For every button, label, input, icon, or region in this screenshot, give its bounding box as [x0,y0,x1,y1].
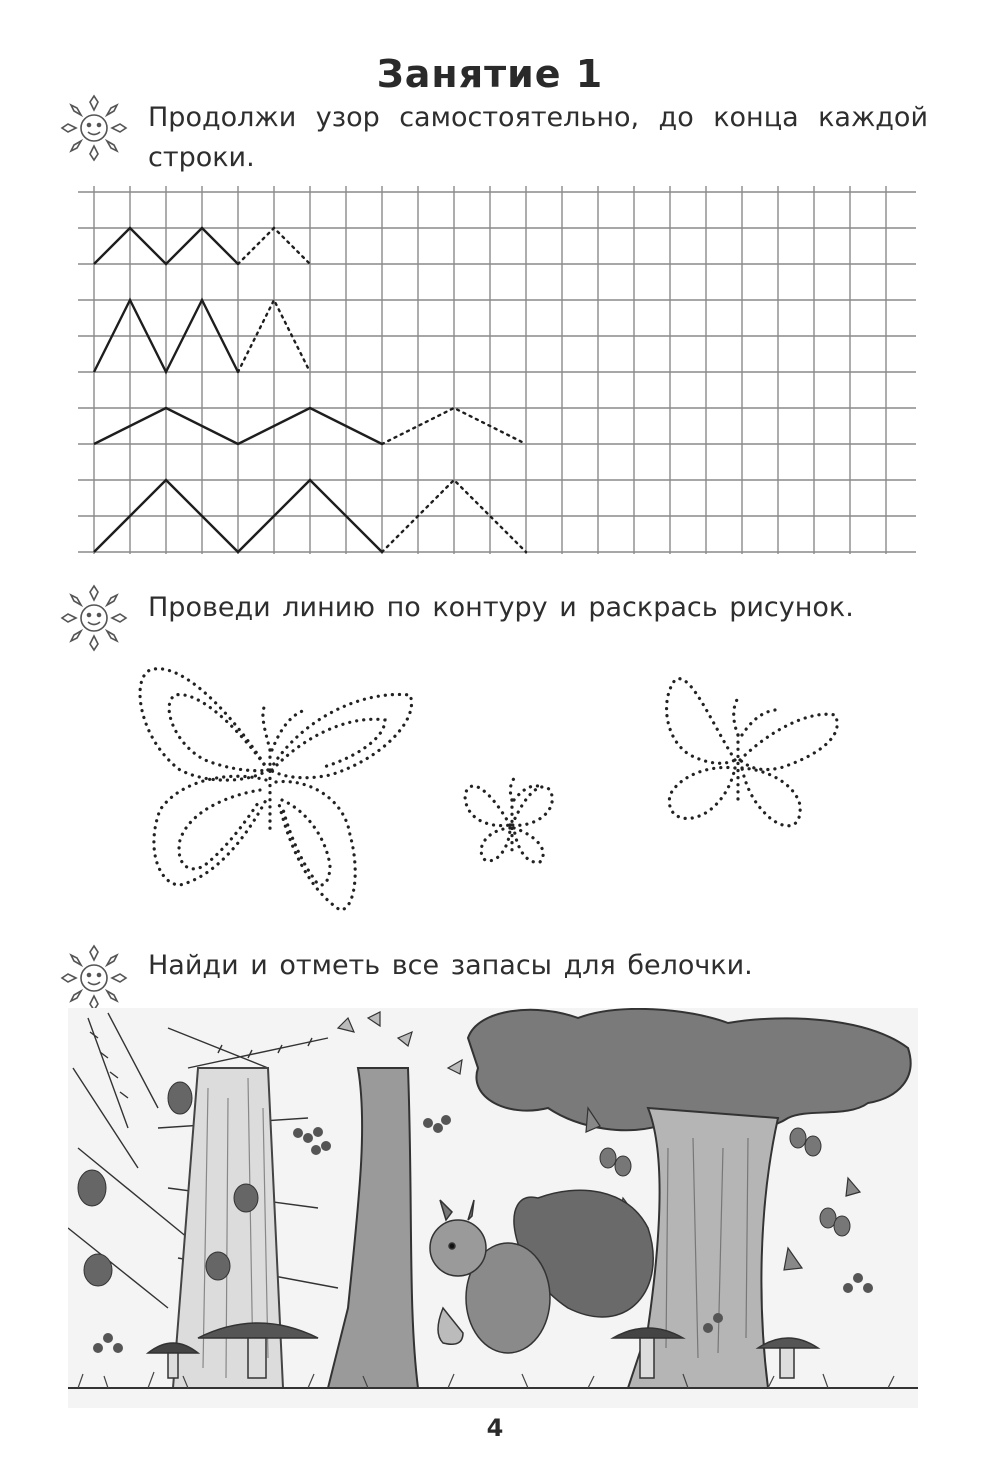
medium-butterfly-outline [667,679,838,826]
task-3-instruction: Найди и отметь все запасы для белочки. [148,950,753,981]
butterfly-tracing-area[interactable] [120,650,860,920]
page-number: 4 [486,1414,504,1442]
forest-illustration[interactable] [68,1008,918,1408]
task-2-instruction: Проведи линию по контуру и раскрась рисунок. [148,592,854,623]
small-butterfly-outline [465,775,552,862]
sun-icon [58,92,130,164]
pattern-grid[interactable] [70,182,916,554]
task-1-instruction: Продолжи узор самостоятельно, до конца каждой строки. [148,102,928,173]
sun-icon [58,582,130,654]
grid-lines [78,186,916,554]
large-butterfly-outline [140,669,412,910]
sun-icon [58,942,130,1014]
page-title: Занятие 1 [376,52,604,96]
